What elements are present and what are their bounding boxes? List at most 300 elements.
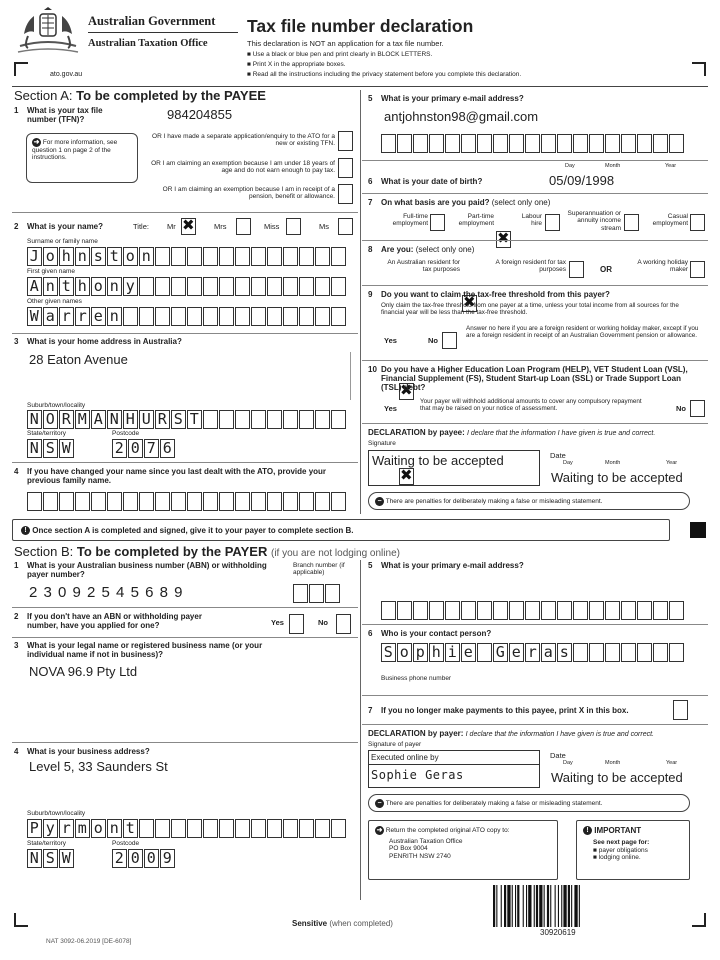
q10-label: Do you have a Higher Education Loan Program (HELP), VET Student Loan (VSL), Financial Supplement (FS), Student Start-up Loan (SSL) or Trade Support Loan (TSL) debt? (381, 365, 688, 393)
letter-cell (155, 492, 170, 511)
q10-number: 10 (368, 365, 377, 374)
business-address-value[interactable]: Level 5, 33 Saunders St (29, 759, 168, 774)
divider (12, 742, 358, 743)
b-suburb-field[interactable] (27, 819, 347, 838)
postcode-field[interactable] (112, 439, 176, 458)
suburb-label: Suburb/town/locality (27, 402, 86, 409)
letter-cell (413, 601, 428, 620)
arrow-icon: ➜ (33, 139, 40, 146)
letter-cell (477, 601, 492, 620)
branch-label: Branch number (if applicable) (293, 562, 345, 577)
other-names-field[interactable] (27, 307, 347, 326)
letter-cell (155, 307, 170, 326)
letter-cell: t (107, 247, 122, 266)
letter-cell (219, 247, 234, 266)
letter-cell (203, 277, 218, 296)
letter-cell (219, 492, 234, 511)
letter-cell (381, 601, 396, 620)
b-q5-label: What is your primary e-mail address? (381, 561, 524, 570)
year-label: Year (666, 460, 678, 466)
surname-label: Surname or family name (27, 238, 98, 245)
letter-cell (171, 492, 186, 511)
basis-fulltime-label: Full-time employment (392, 213, 428, 228)
letter-cell (653, 643, 668, 662)
letter-cell: S (171, 410, 186, 429)
letter-cell (203, 819, 218, 838)
barcode-bar (539, 885, 542, 927)
b-q7-checkbox[interactable] (673, 700, 688, 720)
column-divider (360, 560, 361, 900)
letter-cell (139, 307, 154, 326)
letter-cell (315, 410, 330, 429)
letter-cell: n (75, 247, 90, 266)
corner-mark (14, 62, 28, 76)
letter-cell (573, 134, 588, 153)
barcode-bar (550, 885, 551, 927)
month-label: Month (605, 163, 621, 169)
letter-cell: p (413, 643, 428, 662)
letter-cell: A (91, 410, 106, 429)
letter-cell (251, 410, 266, 429)
letter-cell: n (43, 277, 58, 296)
letter-cell (541, 601, 556, 620)
coat-of-arms-logo (14, 6, 82, 58)
minus-icon: − (375, 799, 384, 808)
date-label: Date (550, 451, 566, 460)
letter-cell: 7 (144, 439, 159, 458)
basis-casual-label: Casual employment (652, 213, 688, 228)
letter-cell (429, 134, 444, 153)
letter-cell (123, 307, 138, 326)
letter-cell: o (91, 819, 106, 838)
q9-yes-label: Yes (384, 336, 397, 345)
working-holiday-checkbox[interactable] (690, 261, 705, 278)
letter-cell (541, 134, 556, 153)
q3-number: 3 (14, 337, 19, 346)
letter-cell: t (59, 277, 74, 296)
letter-cell (477, 643, 492, 662)
section-a-heading: Section A: To be completed by the PAYEE (14, 88, 266, 103)
letter-cell: y (123, 277, 138, 296)
q1-number: 1 (14, 106, 19, 115)
barcode-bar (579, 885, 580, 927)
important-item: ■ lodging online. (593, 854, 641, 862)
letter-cell (267, 492, 282, 511)
letter-cell: r (75, 307, 90, 326)
letter-cell (589, 601, 604, 620)
letter-cell (589, 643, 604, 662)
month-label: Month (605, 460, 621, 466)
contact-person-field[interactable] (381, 643, 685, 662)
letter-cell (91, 492, 106, 511)
payer-signature-label: Signature of payer (368, 741, 422, 748)
site-url: ato.gov.au (50, 71, 83, 78)
letter-cell: T (187, 410, 202, 429)
or-option-1-box[interactable] (338, 131, 353, 151)
letter-cell: M (75, 410, 90, 429)
basis-fulltime-checkbox[interactable] (430, 214, 445, 231)
letter-cell: O (43, 410, 58, 429)
barcode-bar (544, 885, 545, 927)
letter-cell (315, 307, 330, 326)
b-q2-yes-checkbox[interactable] (289, 614, 304, 634)
b-q4-label: What is your business address? (27, 747, 150, 756)
return-line: PENRITH NSW 2740 (389, 852, 451, 860)
letter-cell (283, 492, 298, 511)
b-q2-label: If you don't have an ABN or withholding payer number, have you applied for one? (27, 612, 202, 631)
letter-cell: S (43, 849, 58, 868)
letter-cell: s (557, 643, 572, 662)
letter-cell (251, 492, 266, 511)
letter-cell (653, 601, 668, 620)
letter-cell (525, 601, 540, 620)
q4-number: 4 (14, 467, 19, 476)
letter-cell (621, 643, 636, 662)
letter-cell (155, 277, 170, 296)
b-state-field[interactable] (27, 849, 75, 868)
letter-cell: R (155, 410, 170, 429)
info-icon: ! (21, 526, 30, 535)
barcode-bar (534, 885, 535, 927)
letter-cell: e (509, 643, 524, 662)
letter-cell (283, 307, 298, 326)
letter-cell (155, 247, 170, 266)
letter-cell (621, 601, 636, 620)
letter-cell (171, 819, 186, 838)
barcode-bar (512, 885, 513, 927)
b-q1-label: What is your Australian business number (ABN) or withholding payer number? (27, 561, 267, 580)
letter-cell (669, 601, 684, 620)
foreign-resident-label: A foreign resident for tax purposes (495, 259, 566, 274)
letter-cell (251, 247, 266, 266)
barcode-bar (568, 885, 570, 927)
letter-cell (283, 819, 298, 838)
important-title: IMPORTANT (594, 826, 642, 835)
registration-mark (690, 522, 706, 538)
letter-cell: 0 (128, 439, 143, 458)
section-a-notice: ! Once section A is completed and signed, give it to your payer to complete section B. (12, 519, 670, 541)
b-state-label: State/territory (27, 840, 67, 847)
letter-cell (107, 492, 122, 511)
b-q4-number: 4 (14, 747, 19, 756)
q7-label: On what basis are you paid? (select only one) (381, 198, 551, 207)
q2-number: 2 (14, 222, 19, 231)
payer-signature-name: Sophie Geras (371, 768, 464, 782)
divider (362, 360, 708, 361)
letter-cell: o (91, 277, 106, 296)
q9-number: 9 (368, 290, 373, 299)
q10-note: Your payer will withhold additional amounts to cover any compulsory repayment that may be raised on your notice of assessment. (420, 398, 642, 413)
sensitive-label: Sensitive (when completed) (292, 919, 393, 928)
letter-cell (445, 601, 460, 620)
q10-no-label: No (676, 404, 686, 413)
first-name-label: First given name (27, 268, 76, 275)
day-label: Day (563, 760, 573, 766)
state-label: State/territory (27, 430, 67, 437)
or-option-2: OR I am claiming an exemption because I am under 18 years of age and do not earn enough to pay tax. (151, 160, 335, 175)
working-holiday-label: A working holiday maker (637, 259, 688, 274)
letter-cell (251, 307, 266, 326)
divider (362, 193, 708, 194)
letter-cell (331, 410, 346, 429)
letter-cell (123, 492, 138, 511)
letter-cell: n (107, 307, 122, 326)
resident-label: An Australian resident for tax purposes (387, 259, 460, 274)
barcode-bar (515, 885, 516, 927)
letter-cell (267, 307, 282, 326)
b-q2-no-label: No (318, 618, 328, 627)
basis-super-checkbox[interactable] (624, 214, 639, 231)
letter-cell (251, 819, 266, 838)
divider (12, 637, 358, 638)
b-q6-label: Who is your contact person? (381, 629, 492, 638)
title-ms-label: Ms (319, 222, 329, 231)
letter-cell: A (27, 277, 42, 296)
letter-cell: e (91, 307, 106, 326)
payee-declaration: DECLARATION by payee: I declare that the information I have given is true and correct. (368, 428, 656, 437)
letter-cell (59, 492, 74, 511)
q5-number: 5 (368, 94, 373, 103)
column-divider (360, 90, 361, 514)
letter-cell: R (59, 410, 74, 429)
letter-cell (267, 247, 282, 266)
letter-cell (139, 277, 154, 296)
q9-no-checkbox[interactable] (442, 332, 457, 349)
letter-cell (669, 643, 684, 662)
q9-no-label: No (428, 336, 438, 345)
or-option-1: OR I have made a separate application/enquiry to the ATO for a new or existing TFN. (152, 133, 335, 148)
letter-cell (413, 134, 428, 153)
letter-cell (187, 819, 202, 838)
letter-cell (171, 247, 186, 266)
basis-parttime-label: Part-time employment (458, 213, 494, 228)
b-q6-number: 6 (368, 629, 373, 638)
penalty-notice-b: − There are penalties for deliberately making a false or misleading statement. (368, 794, 690, 812)
arrow-icon: ➜ (376, 827, 383, 834)
home-address-value[interactable]: 28 Eaton Avenue (29, 352, 128, 367)
surname-field[interactable] (27, 247, 347, 266)
basis-casual-checkbox[interactable] (690, 214, 705, 231)
abn-value[interactable]: 2 3 0 9 2 5 4 5 6 8 9 (29, 584, 184, 601)
divider (12, 333, 358, 334)
title-mrs-checkbox[interactable] (236, 218, 251, 235)
letter-cell (299, 277, 314, 296)
b-q7-number: 7 (368, 706, 373, 715)
letter-cell (429, 601, 444, 620)
letter-cell: G (493, 643, 508, 662)
barcode-bar (555, 885, 556, 927)
letter-cell (315, 247, 330, 266)
email-field[interactable] (381, 134, 685, 153)
b-q2-no-checkbox[interactable] (336, 614, 351, 634)
letter-cell: 2 (112, 439, 127, 458)
barcode-bar (523, 885, 524, 927)
field-edge (350, 352, 351, 400)
important-item: ■ payer obligations (593, 846, 648, 854)
payer-date-label: Date (550, 751, 566, 760)
letter-cell (309, 584, 324, 603)
postcode-label: Postcode (112, 430, 140, 437)
section-b-heading: Section B: To be completed by the PAYER (if you are not lodging online) (14, 544, 400, 559)
subtitle: This declaration is NOT an application for a tax file number. (247, 39, 444, 48)
letter-cell: W (27, 307, 42, 326)
divider (12, 462, 358, 463)
basis-labourhire-checkbox[interactable] (545, 214, 560, 231)
letter-cell: h (59, 247, 74, 266)
first-name-field[interactable] (27, 277, 347, 296)
or-option-3: OR I am claiming an exemption because I am in receipt of a pension, benefit or allowance. (162, 186, 335, 201)
letter-cell (187, 492, 202, 511)
divider (368, 764, 540, 765)
letter-cell (187, 277, 202, 296)
q3-label: What is your home address in Australia? (27, 337, 182, 346)
letter-cell (155, 819, 170, 838)
letter-cell (27, 492, 42, 511)
b-email-field[interactable] (381, 601, 685, 620)
q4-label: If you have changed your name since you last dealt with the ATO, provide your previous family name. (27, 467, 327, 486)
barcode-number: 30920619 (540, 928, 576, 937)
title-mr-checkbox[interactable] (181, 218, 196, 235)
letter-cell: N (27, 410, 42, 429)
letter-cell: n (107, 819, 122, 838)
b-q3-number: 3 (14, 641, 19, 650)
form-code: NAT 3092-06.2019 [DE-6078] (46, 938, 132, 945)
letter-cell (509, 601, 524, 620)
corner-mark (692, 62, 706, 76)
letter-cell (267, 410, 282, 429)
letter-cell (573, 601, 588, 620)
letter-cell: a (43, 307, 58, 326)
letter-cell (203, 492, 218, 511)
instruction-2: ■ Print X in the appropriate boxes. (247, 61, 346, 68)
q9-note: Only claim the tax-free threshold from one payer at a time, unless your total income from all sources for the financial year will be less than the tax-free threshold. (381, 302, 679, 317)
letter-cell (573, 643, 588, 662)
previous-name-field[interactable] (27, 492, 347, 511)
penalty-notice-a: − There are penalties for deliberately making a false or misleading statement. (368, 492, 690, 510)
instruction-3: ■ Read all the instructions including the privacy statement before you complete this declaration. (247, 71, 522, 78)
basis-labourhire-label: Labour hire (521, 213, 542, 228)
q6-label: What is your date of birth? (381, 177, 483, 186)
letter-cell (381, 134, 396, 153)
q7-number: 7 (368, 198, 373, 207)
foreign-resident-checkbox[interactable] (569, 261, 584, 278)
title-miss-checkbox[interactable] (286, 218, 301, 235)
barcode-bar (526, 885, 527, 927)
letter-cell: N (27, 849, 42, 868)
divider (362, 160, 708, 161)
letter-cell: W (59, 439, 74, 458)
q10-no-checkbox[interactable] (690, 400, 705, 417)
or-option-3-box[interactable] (338, 184, 353, 204)
year-label: Year (666, 760, 678, 766)
letter-cell (331, 819, 346, 838)
gov-name: Australian Government (88, 14, 216, 28)
letter-cell: r (59, 819, 74, 838)
letter-cell (235, 277, 250, 296)
barcode-bar (493, 885, 495, 927)
payee-date-value[interactable]: Waiting to be accepted (551, 470, 683, 485)
letter-cell (293, 584, 308, 603)
barcode-bar (501, 885, 502, 927)
letter-cell (251, 277, 266, 296)
letter-cell (203, 307, 218, 326)
letter-cell: o (123, 247, 138, 266)
title-label: Title: (133, 222, 149, 231)
letter-cell (637, 134, 652, 153)
b-q5-number: 5 (368, 561, 373, 570)
letter-cell (187, 247, 202, 266)
letter-cell (299, 247, 314, 266)
or-option-2-box[interactable] (338, 158, 353, 178)
letter-cell (283, 247, 298, 266)
q8-label: Are you: (select only one) (381, 245, 475, 254)
year-label: Year (665, 163, 677, 169)
corner-mark (692, 913, 706, 927)
barcode-bar (536, 885, 538, 927)
letter-cell (267, 819, 282, 838)
b-q2-yes-label: Yes (271, 618, 284, 627)
barcode-bar (517, 885, 519, 927)
business-name-value[interactable]: NOVA 96.9 Pty Ltd (29, 664, 138, 679)
letter-cell: i (445, 643, 460, 662)
barcode-bar (528, 885, 531, 927)
letter-cell (187, 307, 202, 326)
minus-icon: − (375, 497, 384, 506)
letter-cell: 6 (160, 439, 175, 458)
letter-cell (235, 492, 250, 511)
letter-cell (139, 492, 154, 511)
branch-number-field[interactable] (293, 584, 341, 603)
divider (362, 240, 708, 241)
state-field[interactable] (27, 439, 75, 458)
important-sub: See next page for: (593, 839, 650, 847)
b-postcode-label: Postcode (112, 840, 140, 847)
divider (12, 607, 358, 608)
suburb-field[interactable] (27, 410, 347, 429)
letter-cell (557, 134, 572, 153)
q9-answer-note: Answer no here if you are a foreign resident or working holiday maker, except if you are a foreign resident in receipt of an Australian Government pension or allowance. (466, 325, 699, 340)
dob-value[interactable]: 05/09/1998 (549, 173, 615, 188)
q1-label: What is your tax file number (TFN)? (27, 106, 103, 125)
letter-cell (331, 492, 346, 511)
barcode-bar (507, 885, 510, 927)
b-postcode-field[interactable] (112, 849, 176, 868)
letter-cell (315, 492, 330, 511)
return-title: Return the completed original ATO copy to: (385, 827, 510, 835)
payer-date-value[interactable]: Waiting to be accepted (551, 770, 683, 785)
letter-cell (637, 643, 652, 662)
email-value[interactable]: antjohnston98@gmail.com (384, 109, 539, 124)
letter-cell (331, 247, 346, 266)
letter-cell (325, 584, 340, 603)
title-ms-checkbox[interactable] (338, 218, 353, 235)
title-mr-label: Mr (167, 222, 176, 231)
letter-cell (397, 134, 412, 153)
letter-cell (461, 601, 476, 620)
tfn-value[interactable]: 984204855 (167, 107, 233, 122)
barcode-bar (563, 885, 566, 927)
q6-number: 6 (368, 177, 373, 186)
corner-mark (14, 913, 28, 927)
letter-cell (219, 307, 234, 326)
letter-cell (235, 307, 250, 326)
letter-cell (493, 601, 508, 620)
letter-cell (605, 601, 620, 620)
letter-cell (171, 277, 186, 296)
important-box (576, 820, 690, 880)
letter-cell (605, 134, 620, 153)
letter-cell (493, 134, 508, 153)
